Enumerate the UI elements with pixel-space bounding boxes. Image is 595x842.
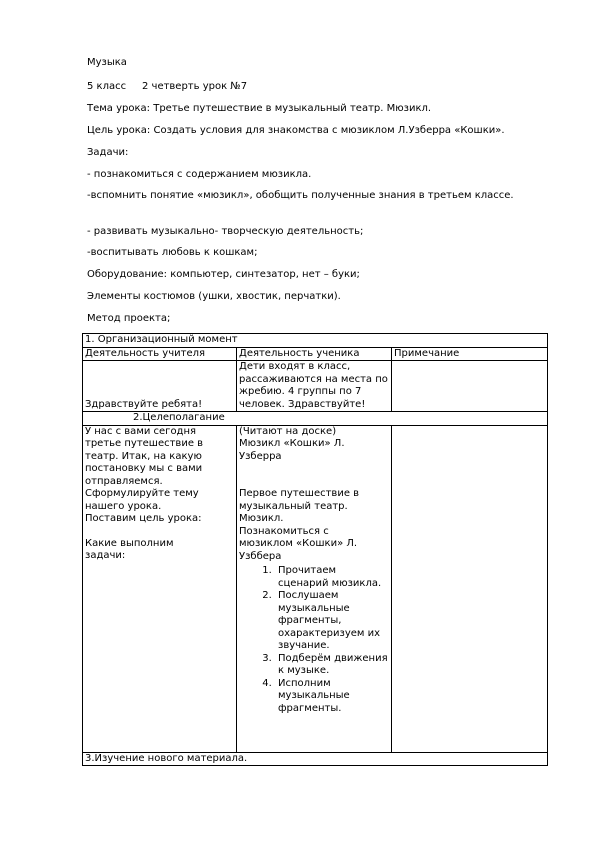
method-line: Метод проекта; — [87, 313, 171, 324]
note-cell — [392, 425, 548, 752]
teacher-cell — [83, 425, 237, 752]
column-header-note: Примечание — [392, 347, 548, 361]
student-cell: Дети входят в класс, рассаживаются на места по жребию. 4 группы по 7 человек. Здравствуйте! — [237, 361, 392, 412]
teacher-text: У нас с вами сегодня третье путешествие в театр. Итак, на какую постановку мы с вами отправляемся. — [85, 425, 204, 487]
section-title-3: 3.Изучение нового материала. — [83, 752, 548, 766]
list-item: 1. Прочитаем сценарий мюзикла. — [275, 565, 389, 590]
task-4: -воспитывать любовь к кошкам; — [87, 247, 258, 258]
steps-list — [239, 565, 389, 715]
section-row-1 — [83, 334, 548, 348]
task-1: - познакомиться с содержанием мюзикла. — [87, 169, 312, 180]
column-header-row — [83, 347, 548, 361]
student-text: Познакомиться с мюзиклом «Кошки» Л. Узббера — [239, 525, 358, 562]
column-header-student: Деятельность ученика — [237, 347, 392, 361]
teacher-cell — [83, 361, 237, 412]
topic-line: Тема урока: Третье путешествие в музыкальный театр. Мюзикл. — [87, 103, 432, 114]
note-cell — [392, 361, 548, 412]
grade-line: 5 класс 2 четверть урок №7 — [87, 81, 248, 92]
task-2: -вспомнить понятие «мюзикл», обобщить полученные знания в третьем классе. — [87, 190, 514, 201]
goal-line: Цель урока: Создать условия для знакомства с мюзиклом Л.Узберра «Кошки». — [87, 125, 505, 136]
table-row — [83, 361, 548, 412]
subject-line: Музыка — [87, 57, 127, 68]
task-3: - развивать музыкально- творческую деятельность; — [87, 226, 364, 237]
column-header-teacher: Деятельность учителя — [83, 347, 237, 361]
equipment-line: Оборудование: компьютер, синтезатор, нет – буки; — [87, 269, 360, 280]
lesson-table — [82, 333, 548, 766]
table-row — [83, 425, 548, 752]
teacher-text: Сформулируйте тему нашего урока. — [85, 488, 199, 512]
list-item: 3. Подберём движения к музыке. — [275, 653, 389, 678]
list-item: 4. Исполним музыкальные фрагменты. — [275, 678, 389, 716]
section-row-3 — [83, 752, 548, 766]
list-item: 2. Послушаем музыкальные фрагменты, охарактеризуем их звучание. — [275, 590, 389, 653]
teacher-greeting: Здравствуйте ребята! — [85, 398, 203, 410]
student-text: Первое путешествие в музыкальный театр. Мюзикл. — [239, 488, 360, 524]
section-title-1: 1. Организационный момент — [83, 334, 548, 348]
student-cell — [237, 425, 392, 752]
section-row-2 — [83, 412, 548, 426]
costumes-line: Элементы костюмов (ушки, хвостик, перчатки). — [87, 291, 341, 302]
tasks-title: Задачи: — [87, 147, 129, 158]
section-title-2: 2.Целеполагание — [83, 412, 548, 426]
teacher-text: Поставим цель урока: — [85, 513, 202, 524]
teacher-text: Какие выполним задачи: — [85, 537, 174, 561]
student-text: (Читают на доске) Мюзикл «Кошки» Л. Узберра — [239, 425, 345, 462]
